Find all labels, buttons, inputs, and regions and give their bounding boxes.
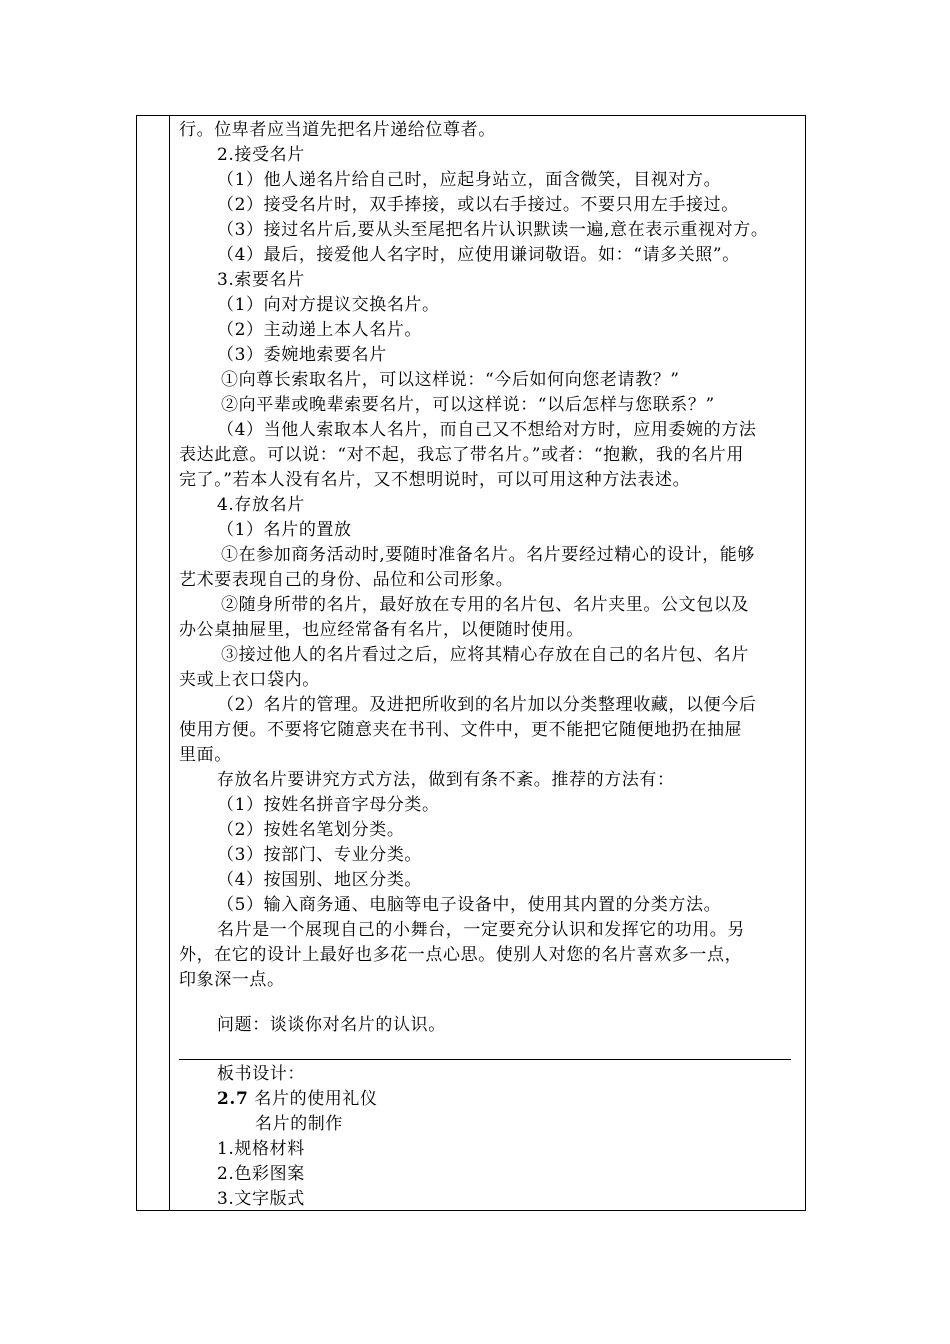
board-title [217,1087,378,1112]
section-divider [179,1059,791,1060]
text-line: （1）按姓名拼音字母分类。 [217,795,440,815]
text-line: 印象深一点。 [179,970,285,990]
left-column [137,116,170,1210]
text-line: 里面。 [179,745,232,765]
section-heading: 4.存放名片 [217,495,305,515]
text-line: （5）输入商务通、电脑等电子设备中，使用其内置的分类方法。 [217,895,722,915]
text-line: 艺术要表现自己的身份、品位和公司形象。 [179,570,514,590]
text-line: （1）他人递名片给自己时，应起身站立，面含微笑，目视对方。 [217,170,722,190]
text-line: 使用方便。不要将它随意夹在书刊、文件中，更不能把它随便地扔在抽屉 [179,720,743,740]
discussion-question: 问题：谈谈你对名片的认识。 [217,1015,446,1035]
text-line: 名片是一个展现自己的小舞台，一定要充分认识和发挥它的功用。另 [217,920,745,940]
text-line: ②随身所带的名片，最好放在专用的名片包、名片夹里。公文包以及 [221,595,749,615]
board-item: 2.色彩图案 [217,1164,305,1184]
board-subtitle: 名片的制作 [255,1114,343,1134]
text-line: （3）委婉地索要名片 [217,345,387,365]
text-line: （2）名片的管理。及进把所收到的名片加以分类整理收藏，以便今后 [217,695,757,715]
text-line: （1）向对方提议交换名片。 [217,295,440,315]
text-line: （3）接过名片后,要从头至尾把名片认识默读一遍,意在表示重视对方。 [217,220,769,240]
board-item: 3.文字版式 [217,1189,305,1209]
text-line: 办公桌抽屉里，也应经常备有名片，以便随时使用。 [179,620,584,640]
text-line: 外，在它的设计上最好也多花一点心思。使别人对您的名片喜欢多一点， [179,945,743,965]
text-line: （2）按姓名笔划分类。 [217,820,405,840]
text-line: 行。位卑者应当道先把名片递给位尊者。 [179,120,496,140]
text-line: 存放名片要讲究方式方法，做到有条不紊。推荐的方法有： [217,770,675,790]
board-design-label: 板书设计： [217,1064,305,1084]
text-line: ①在参加商务活动时,要随时准备名片。名片要经过精心的设计，能够 [221,545,756,565]
section-heading: 2.接受名片 [217,145,305,165]
text-line: 完了。”若本人没有名片，又不想明说时，可以可用这种方法表述。 [179,470,691,490]
text-line: （3）按部门、专业分类。 [217,845,423,865]
text-line: 夹或上衣口袋内。 [179,670,320,690]
text-line: ②向平辈或晚辈索要名片，可以这样说：“以后怎样与您联系？” [221,395,715,415]
section-heading: 3.索要名片 [217,270,305,290]
text-line: （2）主动递上本人名片。 [217,320,423,340]
text-line: （4）最后，接爱他人名字时，应使用谦词敬语。如：“请多关照”。 [217,245,740,265]
board-item: 1.规格材料 [217,1139,305,1159]
board-title-text: 名片的使用礼仪 [248,1089,378,1109]
text-line: （1）名片的置放 [217,520,352,540]
text-line: ①向尊长索取名片，可以这样说：“今后如何向您老请教？” [221,370,680,390]
board-title-number: 2.7 [217,1089,249,1109]
text-line: （4）按国别、地区分类。 [217,870,423,890]
text-line: （4）当他人索取本人名片，而自己又不想给对方时，应用委婉的方法 [217,420,757,440]
text-line: 表达此意。可以说：“对不起，我忘了带名片。”或者：“抱歉，我的名片用 [179,445,744,465]
text-line: ③接过他人的名片看过之后，应将其精心存放在自己的名片包、名片 [221,645,749,665]
text-line: （2）接受名片时，双手捧接，或以右手接过。不要只用左手接过。 [217,195,739,215]
lesson-table [136,115,806,1211]
